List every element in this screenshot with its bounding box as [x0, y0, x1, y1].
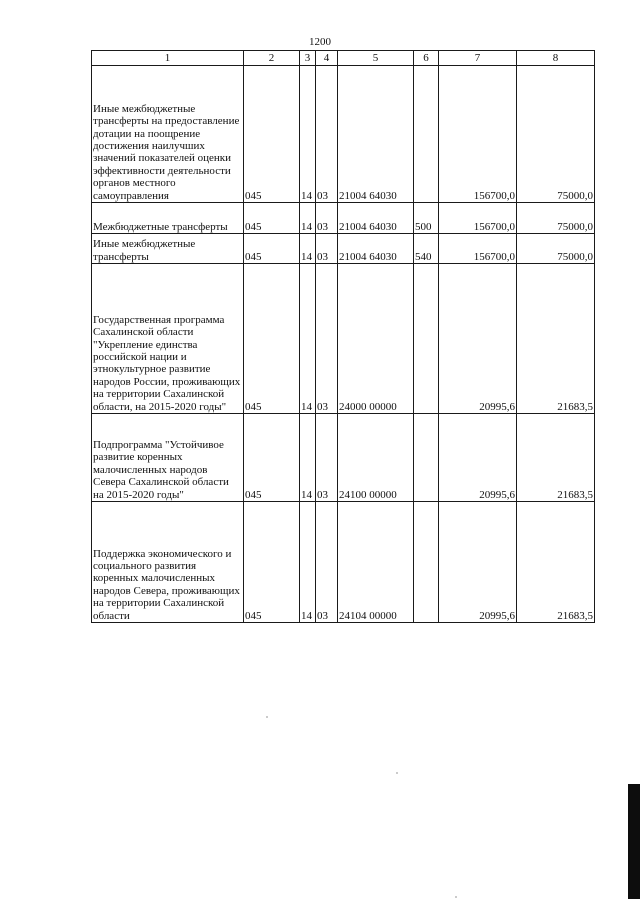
row-section: 14 — [300, 234, 316, 264]
row-subsection: 03 — [316, 264, 338, 414]
row-section: 14 — [300, 203, 316, 234]
row-subsection: 03 — [316, 234, 338, 264]
table-row — [92, 414, 595, 502]
row-amount-1: 156700,0 — [439, 203, 517, 234]
header-col-7: 7 — [439, 51, 517, 66]
row-admin-code: 045 — [244, 234, 300, 264]
row-expense-type — [414, 66, 439, 203]
row-section: 14 — [300, 264, 316, 414]
row-section: 14 — [300, 414, 316, 502]
budget-table — [91, 50, 595, 623]
row-section: 14 — [300, 66, 316, 203]
table-row — [92, 66, 595, 203]
row-admin-code: 045 — [244, 203, 300, 234]
row-expense-type — [414, 264, 439, 414]
row-admin-code: 045 — [244, 264, 300, 414]
row-subsection: 03 — [316, 203, 338, 234]
row-subsection: 03 — [316, 502, 338, 623]
table-row — [92, 502, 595, 623]
row-amount-2: 21683,5 — [517, 264, 595, 414]
row-amount-2: 75000,0 — [517, 66, 595, 203]
table-header-row — [92, 51, 595, 66]
row-amount-1: 156700,0 — [439, 234, 517, 264]
row-target-article: 24100 00000 — [338, 414, 414, 502]
row-amount-1: 156700,0 — [439, 66, 517, 203]
row-expense-type: 500 — [414, 203, 439, 234]
row-target-article: 24000 00000 — [338, 264, 414, 414]
table-row — [92, 264, 595, 414]
table-row — [92, 203, 595, 234]
row-target-article: 24104 00000 — [338, 502, 414, 623]
table-row — [92, 234, 595, 264]
row-amount-1: 20995,6 — [439, 414, 517, 502]
row-amount-1: 20995,6 — [439, 264, 517, 414]
row-subsection: 03 — [316, 66, 338, 203]
row-name: Подпрограмма "Устойчивое развитие коренных малочисленных народов Севера Сахалинской области на 2015-2020 годы" — [92, 414, 244, 502]
row-target-article: 21004 64030 — [338, 66, 414, 203]
row-target-article: 21004 64030 — [338, 203, 414, 234]
row-expense-type — [414, 414, 439, 502]
scan-edge-mark — [628, 784, 640, 899]
row-name: Иные межбюджетные трансферты — [92, 234, 244, 264]
row-name: Государственная программа Сахалинской области "Укрепление единства российской нации и этнокультурное развитие народов России, проживающих на территории Сахалинской области, на 2015-2020 годы" — [92, 264, 244, 414]
header-col-5: 5 — [338, 51, 414, 66]
scan-speck — [455, 896, 457, 898]
row-amount-2: 21683,5 — [517, 502, 595, 623]
row-name: Поддержка экономического и социального развития коренных малочисленных народов Севера, проживающих на территории Сахалинской области — [92, 502, 244, 623]
row-name: Межбюджетные трансферты — [92, 203, 244, 234]
row-target-article: 21004 64030 — [338, 234, 414, 264]
row-subsection: 03 — [316, 414, 338, 502]
header-col-6: 6 — [414, 51, 439, 66]
header-col-2: 2 — [244, 51, 300, 66]
page-number: 1200 — [309, 36, 331, 48]
row-amount-1: 20995,6 — [439, 502, 517, 623]
row-amount-2: 75000,0 — [517, 234, 595, 264]
header-col-3: 3 — [300, 51, 316, 66]
row-admin-code: 045 — [244, 414, 300, 502]
row-section: 14 — [300, 502, 316, 623]
scan-speck — [266, 716, 268, 718]
row-amount-2: 75000,0 — [517, 203, 595, 234]
row-admin-code: 045 — [244, 502, 300, 623]
scan-speck — [396, 772, 398, 774]
row-name: Иные межбюджетные трансферты на предоставление дотации на поощрение достижения наилучших значений показателей оценки эффективности деятельности органов местного самоуправления — [92, 66, 244, 203]
header-col-4: 4 — [316, 51, 338, 66]
row-expense-type — [414, 502, 439, 623]
row-expense-type: 540 — [414, 234, 439, 264]
header-col-1: 1 — [92, 51, 244, 66]
header-col-8: 8 — [517, 51, 595, 66]
row-admin-code: 045 — [244, 66, 300, 203]
row-amount-2: 21683,5 — [517, 414, 595, 502]
